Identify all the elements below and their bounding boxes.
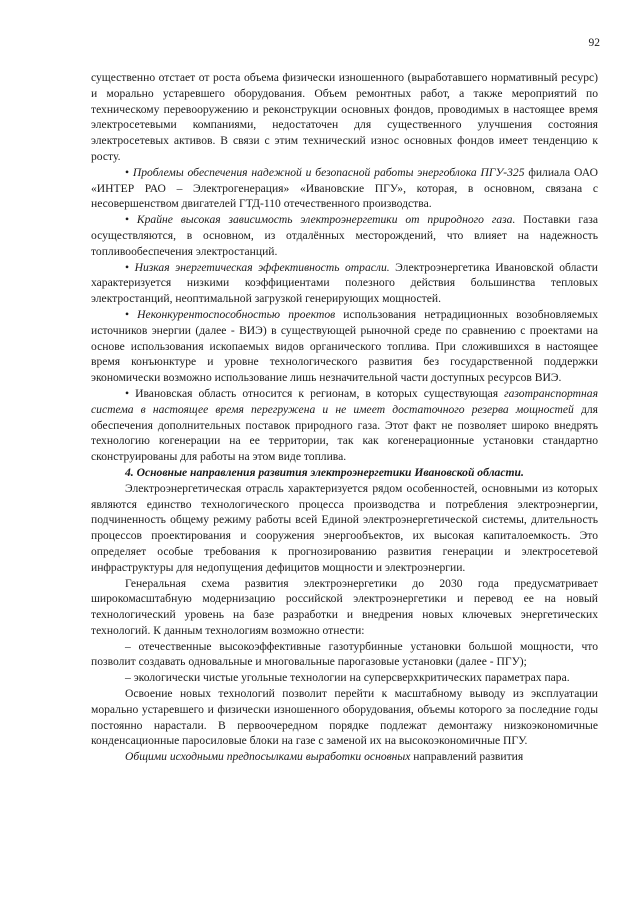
paragraph: Электроэнергетическая отрасль характеризуется рядом особенностей, основными из которых являются единство технологического процесса производства и потребления электроэнергии, подчиненность общему режиму работы всей Единой электроэнергетической системы, длительность процессов проектирования и сооружения энергообъектов, их высокая капиталоемкость. Это определяет особые требования к прогнозированию развития генерации и электросетевой инфраструктуры для недопущения дефицитов мощности и электроэнергии. <box>91 481 598 574</box>
bullet-text: Ивановская область относится к регионам, в которых существующая <box>135 386 505 400</box>
paragraph-emphasis: Общими исходными предпосылками выработки основных <box>125 750 411 764</box>
bullet-paragraph: • Ивановская область относится к регионам, в которых существующая газотранспортная система в настоящее время перегружена и не имеет достаточного резерва мощностей для обеспечения дополнительных поставок природного газа. Этот факт не позволяет широко внедрять технологию когенерации на ее территории, так как когенерационные установки стандартно сконструированы для работы на этом виде топлива. <box>91 386 598 464</box>
bullet-emphasis: газотранспортная система в настоящее время перегружена и не имеет достаточного резерва мощностей <box>91 386 598 416</box>
paragraph: Генеральная схема развития электроэнергетики до 2030 года предусматривает широкомасштабную модернизацию российской электроэнергетики и перевод ее на новый технологический уровень на базе разработки и внедрения новых ключевых энергетических технологий. К данным технологиям возможно отнести: <box>91 576 598 637</box>
paragraph: – отечественные высокоэффективные газотурбинные установки большой мощности, что позволит создавать одновальные и многовальные парогазовые установки (далее - ПГУ); <box>91 639 598 669</box>
bullet-text: Поставки газа осуществляются, в основном, из отдалённых месторождений, что влияет на надежность топливообеспечения электростанций. <box>91 213 598 258</box>
paragraph: существенно отстает от роста объема физически изношенного (выработавшего нормативный ресурс) и морально устаревшего оборудования. Объем ремонтных работ, а также мероприятий по техническому перевооружению и реконструкции основных фондов, проводимых в настоящее время электросетевыми компаниями, недостаточен для существенного улучшения состояния электросетевых активов. В связи с этим технический износ основных фондов имеет тенденцию к росту. <box>91 71 598 163</box>
paragraph <box>91 749 598 765</box>
bullet-text: Электроэнергетика Ивановской области характеризуется низкими коэффициентами полезного действия большинства тепловых электростанций, неоптимальной загрузкой генерирующих мощностей. <box>91 260 598 306</box>
bullet-emphasis: Проблемы обеспечения надежной и безопасной работы энергоблока ПГУ-325 <box>132 165 525 179</box>
paragraph: Освоение новых технологий позволит перейти к масштабному выводу из эксплуатации морально устаревшего и физически изношенного оборудования, объемы которого за последние годы постоянно нарастали. В первоочередном порядке подлежат демонтажу низкоэкономичные конденсационные паросиловые блоки на газе с заменой их на высокоэкономичные ПГУ. <box>91 687 598 748</box>
bullet-emphasis: Крайне высокая зависимость электроэнергетики от природного газа. <box>136 213 516 227</box>
bullet-emphasis: Неконкурентоспособностью проектов <box>137 307 336 321</box>
page-number: 92 <box>588 37 600 49</box>
bullet-paragraph: • Проблемы обеспечения надежной и безопасной работы энергоблока ПГУ-325 филиала ОАО «ИНТЕР РАО – Электрогенерация» «Ивановские ПГУ», которая, в основном, связана с несовершенством двигателей ГТД-110 отечественного производства. <box>91 165 598 211</box>
bullet-paragraph: • Низкая энергетическая эффективность отрасли. Электроэнергетика Ивановской области характеризуется низкими коэффициентами полезного действия большинства тепловых электростанций, неоптимальной загрузкой генерирующих мощностей. <box>91 260 598 306</box>
paragraph-text: направлений развития <box>410 750 524 764</box>
bullet-paragraph: • Неконкурентоспособностью проектов использования нетрадиционных возобновляемых источников энергии (далее - ВИЭ) в существующей рыночной среде по сравнению с проектами на основе использования ископаемых видов органического топлива. При сложившихся в настоящее время конъюнктуре и уровне технологического развития без государственной поддержки экономически возможно использование лишь незначительной части доступных ресурсов ВИЭ. <box>91 307 599 385</box>
bullet-text: использования нетрадиционных возобновляемых источников энергии (далее - ВИЭ) в существующей рыночной среде по сравнению с проектами на основе использования ископаемых видов органического топлива. При сложившихся в настоящее время конъюнктуре и уровне технологического развития без государственной поддержки экономически возможно использование лишь незначительной части доступных ресурсов ВИЭ. <box>91 307 599 385</box>
page-body <box>91 70 598 765</box>
bullet-paragraph: • Крайне высокая зависимость электроэнергетики от природного газа. Поставки газа осуществляются, в основном, из отдалённых месторождений, что влияет на надежность топливообеспечения электростанций. <box>91 213 598 258</box>
paragraph: – экологически чистые угольные технологии на суперсверхкритических параметрах пара. <box>125 671 570 685</box>
bullet-emphasis: Низкая энергетическая эффективность отрасли. <box>134 260 390 274</box>
bullet-text: для обеспечения дополнительных поставок природного газа. Этот факт не позволяет широко внедрять технологию когенерации на ее территории, так как когенерационные установки стандартно сконструированы для работы на этом виде топлива. <box>91 402 598 464</box>
section-heading: 4. Основные направления развития электроэнергетики Ивановской области. <box>125 465 524 479</box>
bullet-text: филиала ОАО «ИНТЕР РАО – Электрогенерация» «Ивановские ПГУ», которая, в основном, связана с несовершенством двигателей ГТД-110 отечественного производства. <box>91 165 598 211</box>
